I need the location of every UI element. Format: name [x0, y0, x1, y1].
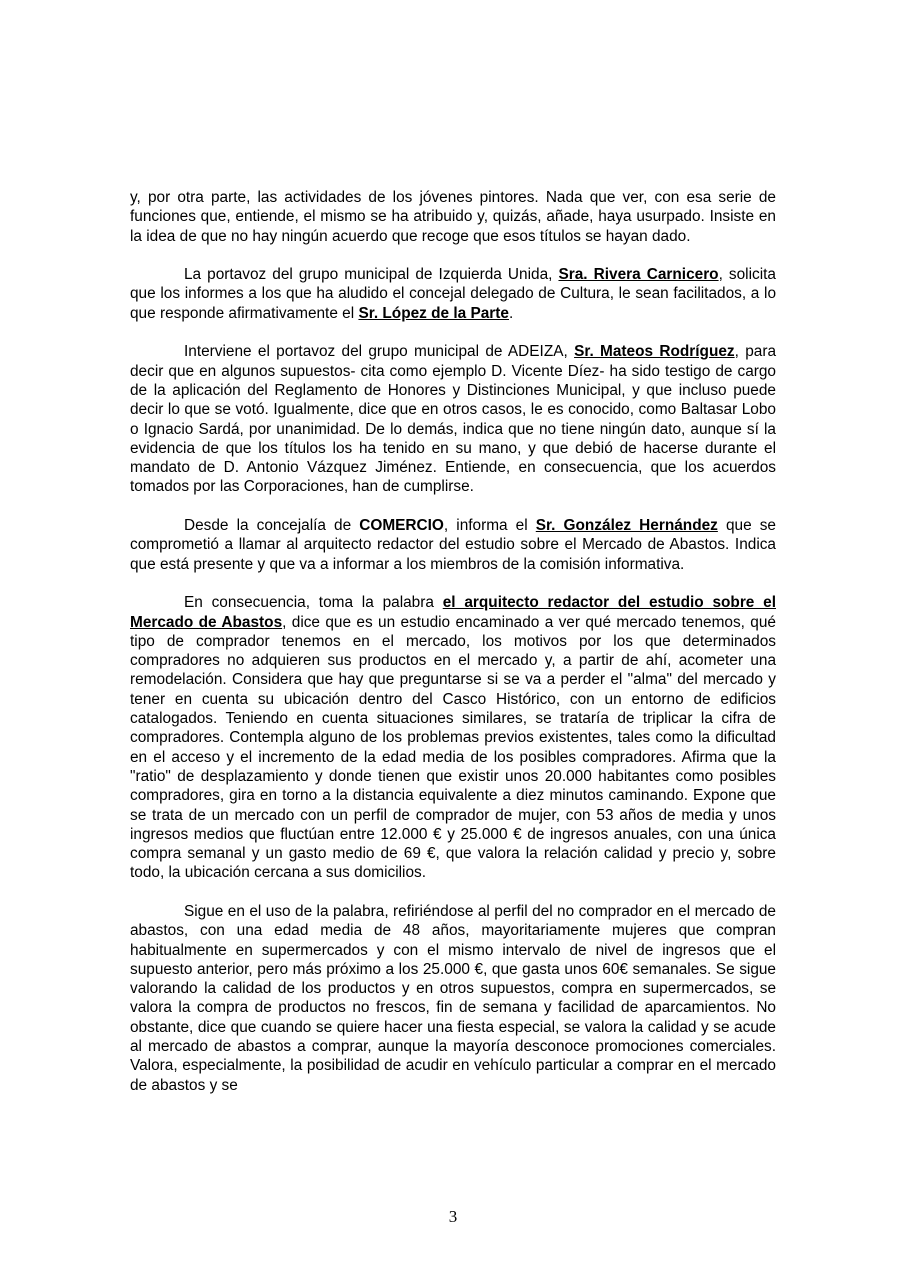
- paragraph: [130, 265, 776, 323]
- paragraph-text: , solicita que los informes a los que ha aludido el concejal delegado de Cultura, le sean facilitados, a lo que responde afirmativamente el: [130, 266, 776, 322]
- paragraph-text: y, por otra parte, las actividades de los jóvenes pintores. Nada que ver, con esa serie de funciones que, entiende, el mismo se ha atribuido y, quizás, añade, haya usurpado. Insiste en la idea de que no hay ningún acuerdo que recoge que esos títulos se hayan dado.: [130, 189, 776, 245]
- paragraph: [130, 902, 776, 1095]
- page-number: 3: [448, 1207, 458, 1226]
- paragraph: [130, 593, 776, 882]
- paragraph-text: .: [508, 304, 514, 322]
- speaker-name: Sra. Rivera Carnicero: [558, 266, 719, 284]
- paragraph-text: , informa el: [443, 517, 536, 535]
- paragraph-text: Interviene el portavoz del grupo municipal de ADEIZA,: [184, 343, 575, 361]
- paragraph: [130, 188, 776, 246]
- paragraph: [130, 342, 776, 496]
- section-keyword: COMERCIO: [359, 517, 444, 535]
- paragraph-text: Sigue en el uso de la palabra, refiriéndose al perfil del no comprador en el mercado de abastos, con una edad media de 48 años, mayoritariamente mujeres que compran habitualmente en supermercados y con el mismo intervalo de nivel de ingresos que el supuesto anterior, pero más próximo a los 25.000 €, que gasta unos 60€ semanales. Se sigue valorando la calidad de los productos y en otros supuestos, compra en supermercados, se valora la compra de productos no frescos, fin de semana y facilidad de aparcamientos. No obstante, dice que cuando se quiere hacer una fiesta especial, se valora la calidad y se acude al mercado de abastos a comprar, aunque la mayoría desconoce promociones comerciales. Valora, especialmente, la posibilidad de acudir en vehículo particular a comprar en el mercado de abastos y se: [130, 902, 776, 1094]
- paragraph-text: , dice que es un estudio encaminado a ver qué mercado tenemos, qué tipo de comprador tenemos en el mercado, los motivos por los que determinados compradores no adquieren sus productos en el mercado y, a partir de ahí, acometer una remodelación. Considera que hay que preguntarse si se va a perder el "alma" del mercado y tener en cuenta su ubicación dentro del Casco Histórico, con un entorno de edificios catalogados. Teniendo en cuenta situaciones similares, se trataría de triplicar la cifra de compradores. Contempla alguno de los problemas previos existentes, tales como la dificultad en el acceso y el incremento de la edad media de los posibles compradores. Afirma que la "ratio" de desplazamiento y donde tienen que existir unos 20.000 habitantes como posibles compradores, gira en torno a la distancia equivalente a diez minutos caminando. Expone que se trata de un mercado con un perfil de comprador de mujer, con 53 años de media y unos ingresos medios que fluctúan entre 12.000 € y 25.000 € de ingresos anuales, con una única compra semanal y un gasto medio de 69 €, que valora la relación calidad y precio y, sobre todo, la ubicación cercana a sus domicilios.: [130, 613, 776, 882]
- speaker-name: Sr. Mateos Rodríguez: [574, 343, 735, 361]
- paragraph-text: , para decir que en algunos supuestos- cita como ejemplo D. Vicente Díez- ha sido testigo de cargo de la aplicación del Reglamento de Honores y Distinciones Municipal, y que incluso puede decir lo que se votó. Igualmente, dice que en otros casos, le es conocido, como Baltasar Lobo o Ignacio Sardá, por unanimidad. De lo demás, indica que no tiene ningún dato, aunque sí la evidencia de que los títulos los ha tenido en su mano, y que debió de hacerse durante el mandato de D. Antonio Vázquez Jiménez. Entiende, en consecuencia, que los acuerdos tomados por las Corporaciones, han de cumplirse.: [130, 343, 777, 496]
- body-text: [130, 188, 776, 1114]
- paragraph-text: que se comprometió a llamar al arquitecto redactor del estudio sobre el Mercado de Abastos. Indica que está presente y que va a informar a los miembros de la comisión informativa.: [130, 517, 776, 573]
- paragraph-text: En consecuencia, toma la palabra: [184, 594, 443, 612]
- speaker-name: el arquitecto redactor del estudio sobre el Mercado de Abastos: [130, 594, 776, 631]
- speaker-name: Sr. González Hernández: [535, 517, 718, 535]
- speaker-name: Sr. López de la Parte: [358, 304, 509, 322]
- paragraph-text: La portavoz del grupo municipal de Izquierda Unida,: [184, 266, 559, 284]
- paragraph: [130, 516, 776, 574]
- paragraph-text: Desde la concejalía de: [184, 517, 360, 535]
